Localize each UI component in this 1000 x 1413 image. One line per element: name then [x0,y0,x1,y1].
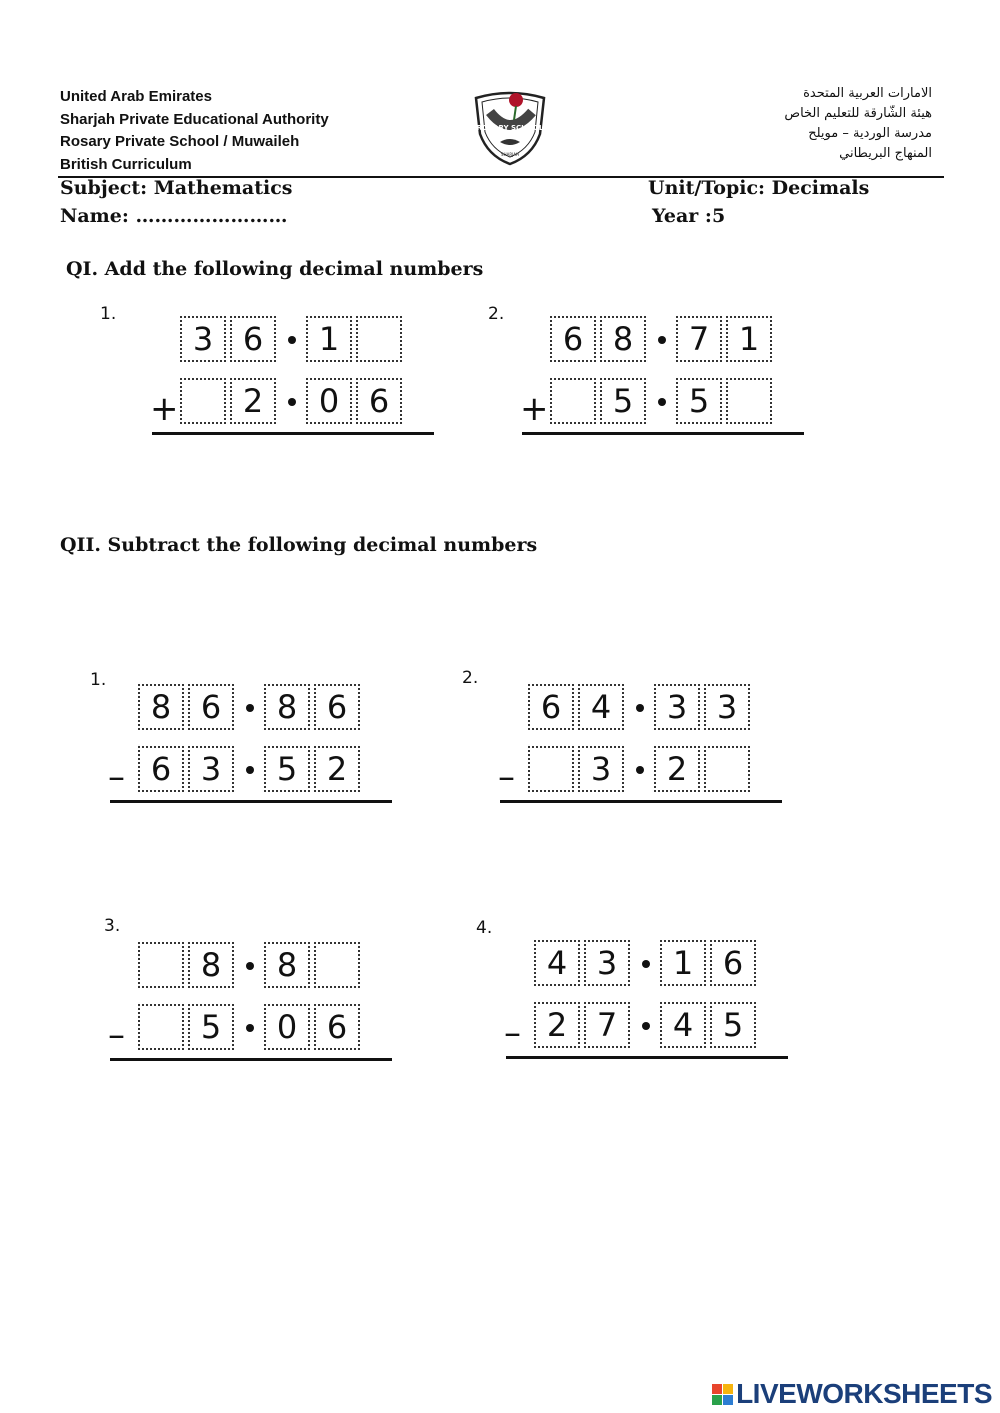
digit-row-bottom [152,378,412,428]
digit-box[interactable]: 3 [188,746,234,792]
brand-logo-icon [712,1384,733,1405]
operator-sign: – [108,757,125,797]
q2-problem-number: 4. [476,918,493,938]
header-line: British Curriculum [60,155,192,173]
digit-box[interactable]: 3 [578,746,624,792]
logo-text: ROSARY SCHOOL [476,124,544,132]
school-logo [470,86,550,166]
digit-row-bottom [110,746,370,796]
header-line: Rosary Private School / Muwaileh [60,133,300,150]
digit-row-top [506,940,766,990]
q1-problem-2 [522,316,782,446]
digit-box[interactable]: 5 [676,378,722,424]
header-line: United Arab Emirates [60,88,212,105]
digit-box[interactable]: 8 [188,942,234,988]
q2-problem-3 [110,942,370,1072]
q1-title: QI. Add the following decimal numbers [66,258,484,280]
q1-problem-number: 1. [100,304,117,324]
digit-box[interactable]: 6 [230,316,276,362]
decimal-point [246,1024,254,1032]
operator-sign: + [520,389,549,429]
answer-line [500,800,782,803]
digit-box[interactable]: 3 [704,684,750,730]
digit-row-top [110,684,370,734]
header-line: Sharjah Private Educational Authority [60,110,329,128]
digit-box[interactable]: 2 [534,1002,580,1048]
decimal-point [658,336,666,344]
digit-box[interactable]: 0 [264,1004,310,1050]
digit-box[interactable]: 1 [726,316,772,362]
digit-row-top [522,316,782,366]
digit-box[interactable]: 1 [660,940,706,986]
answer-line [522,432,804,435]
school-info-english [60,86,329,176]
digit-box[interactable] [314,942,360,988]
digit-row-top [110,942,370,992]
digit-box[interactable]: 8 [264,942,310,988]
digit-box[interactable] [356,316,402,362]
q2-problem-number: 3. [104,916,121,936]
digit-box[interactable]: 6 [550,316,596,362]
decimal-point [246,704,254,712]
subject-label: Subject: Mathematics [60,177,293,199]
digit-box[interactable]: 7 [584,1002,630,1048]
answer-line [110,1058,392,1061]
q2-problem-2 [500,684,760,814]
q2-title: QII. Subtract the following decimal numbers [60,534,538,556]
digit-box[interactable]: 6 [188,684,234,730]
digit-row-top [500,684,760,734]
answer-line [110,800,392,803]
digit-box[interactable]: 5 [710,1002,756,1048]
decimal-point [658,398,666,406]
digit-box[interactable] [138,1004,184,1050]
digit-box[interactable]: 4 [660,1002,706,1048]
digit-box[interactable]: 2 [654,746,700,792]
brand-text: LIVEWORKSHEETS [736,1378,992,1409]
digit-box[interactable]: 4 [534,940,580,986]
digit-box[interactable] [550,378,596,424]
digit-row-bottom [500,746,760,796]
digit-box[interactable]: 5 [188,1004,234,1050]
digit-box[interactable]: 6 [528,684,574,730]
digit-box[interactable]: 6 [314,684,360,730]
decimal-point [636,704,644,712]
decimal-point [642,1022,650,1030]
digit-box[interactable] [528,746,574,792]
digit-row-bottom [506,1002,766,1052]
digit-box[interactable]: 3 [180,316,226,362]
q2-problem-number: 1. [90,670,107,690]
digit-row-top [152,316,412,366]
operator-sign: – [504,1013,521,1053]
q1-problem-number: 2. [488,304,505,324]
unit-label: Unit/Topic: Decimals [648,177,870,199]
digit-box[interactable]: 1 [306,316,352,362]
digit-box[interactable]: 6 [138,746,184,792]
digit-box[interactable]: 4 [578,684,624,730]
name-field[interactable]: Name: …………………… [60,205,288,227]
header-line-ar: هيئة الشّارقة للتعليم الخاص [784,106,932,121]
q2-problem-4 [506,940,766,1070]
digit-box[interactable] [138,942,184,988]
operator-sign: – [498,757,515,797]
digit-box[interactable]: 5 [264,746,310,792]
decimal-point [288,398,296,406]
liveworksheets-brand [712,1378,992,1410]
digit-box[interactable]: 2 [230,378,276,424]
digit-box[interactable]: 8 [264,684,310,730]
digit-box[interactable]: 5 [600,378,646,424]
digit-box[interactable]: 2 [314,746,360,792]
decimal-point [642,960,650,968]
header-line-ar: الامارات العربية المتحدة [803,86,932,101]
digit-box[interactable]: 6 [314,1004,360,1050]
operator-sign: + [150,389,179,429]
digit-row-bottom [110,1004,370,1054]
decimal-point [246,766,254,774]
decimal-point [246,962,254,970]
q1-problem-1 [152,316,412,446]
digit-box[interactable] [704,746,750,792]
digit-box[interactable]: 6 [356,378,402,424]
digit-box[interactable]: 8 [600,316,646,362]
digit-box[interactable]: 0 [306,378,352,424]
decimal-point [288,336,296,344]
operator-sign: – [108,1015,125,1055]
decimal-point [636,766,644,774]
logo-subtext: SHARJAH [501,152,519,157]
header-line-ar: مدرسة الوردية – مويلح [808,126,932,141]
header-line-ar: المنهاج البريطاني [839,146,932,161]
year-label: Year :5 [652,205,726,227]
answer-line [152,432,434,435]
q2-problem-1 [110,684,370,814]
school-info-arabic [784,84,932,164]
digit-box[interactable]: 8 [138,684,184,730]
digit-box[interactable]: 7 [676,316,722,362]
digit-box[interactable]: 6 [710,940,756,986]
answer-line [506,1056,788,1059]
digit-box[interactable] [726,378,772,424]
digit-row-bottom [522,378,782,428]
q2-problem-number: 2. [462,668,479,688]
digit-box[interactable]: 3 [654,684,700,730]
digit-box[interactable] [180,378,226,424]
digit-box[interactable]: 3 [584,940,630,986]
